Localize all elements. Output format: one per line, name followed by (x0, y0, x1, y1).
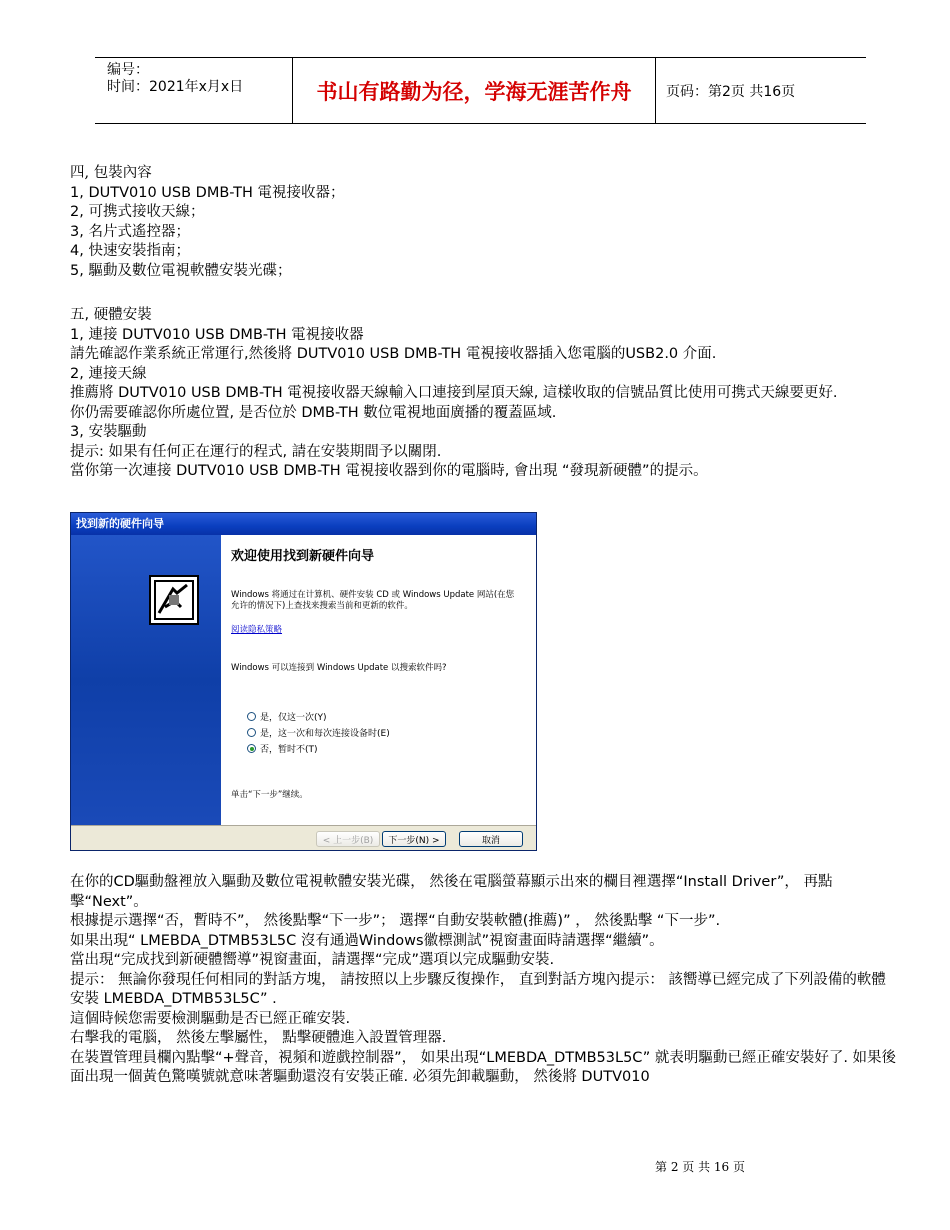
paragraph: 提示： 無論你發現任何相同的對話方塊， 請按照以上步驟反復操作， 直到對話方塊內提示： 該嚮導已經完成了下列設備的軟體安裝 LMEBDA_DTMB53L5C” . (70, 971, 886, 1007)
wizard-heading: 欢迎使用找到新硬件向导 (231, 549, 375, 564)
radio-label: 否，暂时不(T) (260, 745, 318, 755)
radio-label: 是，仅这一次(Y) (260, 713, 327, 723)
radio-option-yes-once[interactable] (247, 710, 327, 723)
list-item: 2, 可携式接收天線； (70, 204, 205, 220)
paragraph: 3, 安裝驅動 (70, 424, 147, 440)
section-hardware (70, 306, 900, 482)
wizard-side-banner (71, 535, 221, 825)
header-table (95, 57, 866, 124)
list-item: 4, 快速安裝指南； (70, 243, 190, 259)
section-packing (70, 164, 900, 281)
section-title: 五, 硬體安裝 (70, 307, 152, 323)
wizard-intro: Windows 将通过在计算机、硬件安装 CD 或 Windows Update 网站(在您允许的情况下)上查找来搜索当前和更新的软件。 (231, 590, 515, 611)
paragraph: 在裝置管理員欄內點擊“+聲音，視頻和遊戲控制器”， 如果出現“LMEBDA_DTMB53L5C” 就表明驅動已經正確安裝好了. 如果後面出現一個黃色驚嘆號就意味著驅動還沒有安裝正確. 必須先卸載驅動， 然後將 DUTV010 (70, 1049, 897, 1085)
list-item: 1, DUTV010 USB DMB-TH 電視接收器； (70, 184, 345, 201)
radio-icon (247, 728, 256, 737)
paragraph: 提示: 如果有任何正在運行的程式, 請在安裝期間予以關閉. (70, 443, 442, 460)
paragraph: 當出現“完成找到新硬體嚮導”視窗畫面，請選擇“完成”選項以完成驅動安裝. (70, 952, 555, 968)
radio-label: 是，这一次和每次连接设备时(E) (260, 729, 390, 739)
back-button[interactable]: < 上一步(B) (316, 831, 380, 847)
wizard-screenshot (70, 512, 537, 851)
page-info: 页码：第2页 共16页 (666, 83, 796, 100)
motto: 书山有路勤为径，学海无涯苦作舟 (293, 58, 656, 123)
paragraph: 當你第一次連接 DUTV010 USB DMB-TH 電視接收器到你的電腦時, 會出現 “發現新硬體”的提示。 (70, 463, 708, 479)
paragraph: 請先確認作業系統正常運行,然後將 DUTV010 USB DMB-TH 電視接收器插入您電腦的USB2.0 介面. (70, 346, 717, 362)
paragraph: 你仍需要確認你所處位置, 是否位於 DMB-TH 數位電視地面廣播的覆蓋區域. (70, 404, 557, 421)
section-driver-steps (70, 873, 900, 1088)
paragraph: 右擊我的電腦， 然後左擊屬性， 點擊硬體進入設置管理器. (70, 1030, 447, 1046)
paragraph: 2, 連接天線 (70, 365, 147, 382)
wizard-titlebar: 找到新的硬件向导 (71, 513, 536, 535)
radio-selected-icon (247, 744, 256, 753)
wizard-button-bar (71, 825, 537, 851)
radio-option-yes-always[interactable] (247, 726, 390, 739)
paragraph: 推薦將 DUTV010 USB DMB-TH 電視接收器天線輸入口連接到屋頂天線, 這樣收取的信號品質比使用可携式天線要更好. (70, 385, 838, 401)
cancel-button[interactable]: 取消 (459, 831, 523, 847)
header-meta (95, 58, 293, 123)
radio-option-no[interactable] (247, 742, 318, 755)
privacy-link[interactable]: 阅读隐私策略 (231, 625, 283, 635)
radio-icon (247, 712, 256, 721)
time-label: 时间：2021年x月x日 (107, 79, 244, 95)
wizard-content (221, 535, 537, 825)
list-item: 3, 名片式遙控器； (70, 223, 190, 240)
page-footer: 第 2 页 共 16 页 (655, 1160, 745, 1174)
wizard-continue-text: 单击“下一步”继续。 (231, 790, 308, 800)
wizard-question: Windows 可以连接到 Windows Update 以搜索软件吗? (231, 663, 447, 673)
paragraph: 1, 連接 DUTV010 USB DMB-TH 電視接收器 (70, 326, 364, 343)
next-button[interactable]: 下一步(N) > (382, 831, 446, 847)
list-item: 5, 驅動及數位電視軟體安裝光碟； (70, 262, 292, 279)
paragraph: 根據提示選擇“否，暫時不”， 然後點擊“下一步”； 選擇“自動安裝軟體(推薦)” ， 然後點擊 “下一步”. (70, 913, 721, 929)
paragraph: 如果出現“ LMEBDA_DTMB53L5C 沒有通過Windows徽標測試”視窗畫面時請選擇“繼續”。 (70, 932, 664, 949)
number-label: 编号： (107, 62, 149, 78)
paragraph: 在你的CD驅動盤裡放入驅動及數位電視軟體安裝光碟， 然後在電腦螢幕顯示出來的欄目裡選擇“Install Driver”， 再點擊“Next”。 (70, 874, 833, 910)
paragraph: 這個時候您需要檢測驅動是否已經正確安裝. (70, 1010, 351, 1027)
section-title: 四, 包裝內容 (70, 165, 152, 181)
hardware-wizard-icon (149, 575, 199, 625)
